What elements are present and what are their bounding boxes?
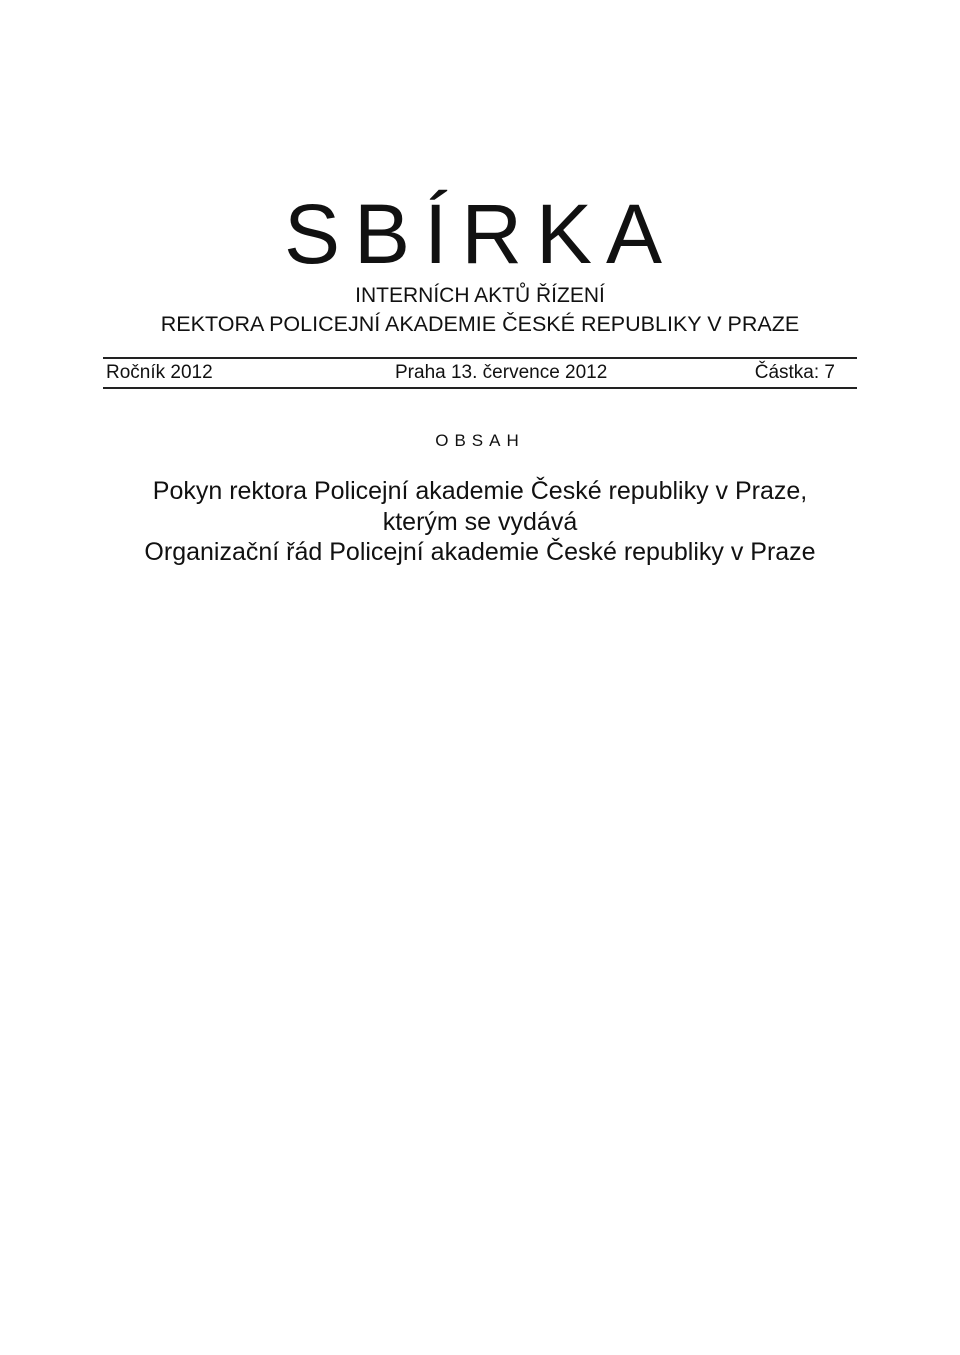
contents-line-3: Organizační řád Policejní akademie České republiky v Praze	[144, 538, 816, 566]
issue-year: Ročník 2012	[106, 362, 213, 383]
collection-title: SBÍRKA	[283, 187, 677, 281]
header-rule-bottom	[103, 387, 857, 389]
contents-heading: OBSAH	[435, 431, 525, 450]
header-rule-top	[103, 357, 857, 359]
subtitle-line-2: REKTORA POLICEJNÍ AKADEMIE ČESKÉ REPUBLIKY V PRAZE	[160, 312, 800, 336]
contents-line-1: Pokyn rektora Policejní akademie České republiky v Praze,	[152, 477, 808, 505]
issue-place-date: Praha 13. července 2012	[395, 362, 608, 383]
issue-number: Částka: 7	[754, 362, 835, 383]
subtitle-line-1: INTERNÍCH AKTŮ ŘÍZENÍ	[355, 284, 605, 307]
contents-line-2: kterým se vydává	[382, 508, 578, 536]
